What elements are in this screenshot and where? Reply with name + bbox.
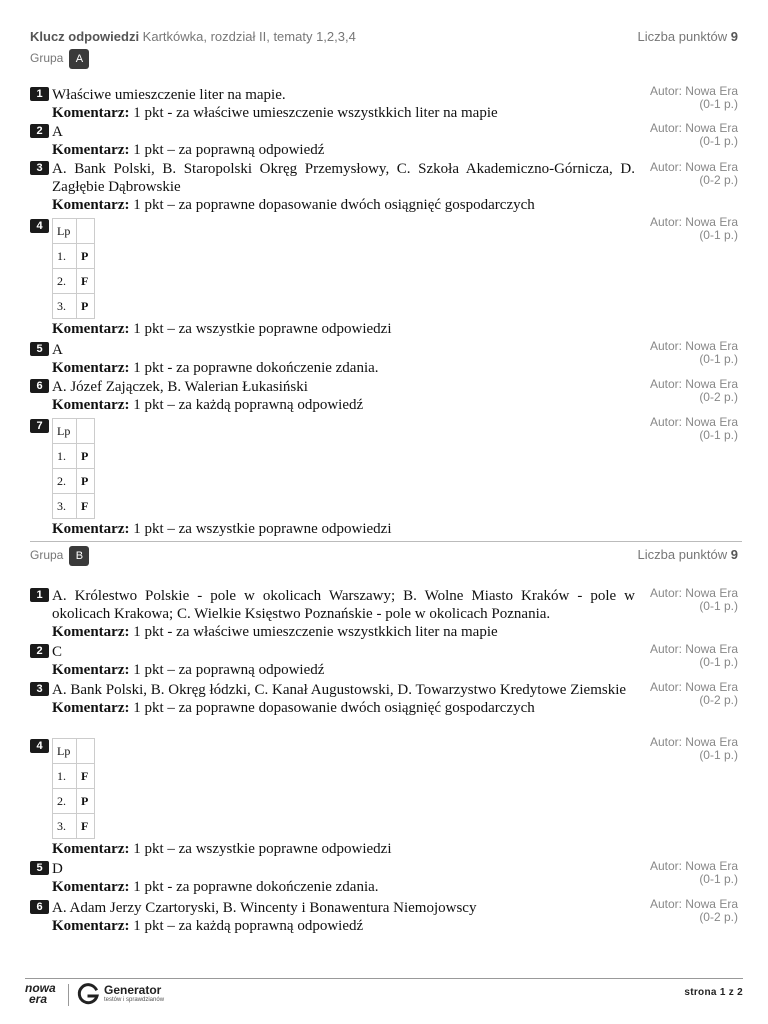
author-text: Autor: Nowa Era [649,897,738,911]
comment-text: 1 pkt - za właściwe umieszczenie wszystkkich liter na mapie [129,105,498,121]
comment [30,141,635,159]
author-text: Autor: Nowa Era [649,160,738,174]
author-b3 [608,681,738,707]
comment [30,396,635,414]
comment-label: Komentarz: [52,624,130,640]
comment [30,917,635,935]
question-number: 7 [30,419,49,433]
comment [30,699,635,717]
table-row [53,269,95,294]
comment-text: 1 pkt – za poprawne dopasowanie dwóch osiągnięć gospodarczych [129,700,535,716]
points-range: (0-1 p.) [699,428,738,442]
table-row [53,294,95,319]
table-header-row [53,739,95,764]
row-answer: F [77,814,95,839]
question-a4 [30,218,635,338]
table-header-row [53,219,95,244]
question-number: 2 [30,644,49,658]
author-text: Autor: Nowa Era [649,121,738,135]
question-b4 [30,738,635,858]
table-row [53,469,95,494]
comment [30,520,635,538]
question-number: 3 [30,161,49,175]
generator-subtitle: testów i sprawdzianów [104,997,165,1003]
comment-text: 1 pkt – za wszystkie poprawne odpowiedzi [129,521,392,537]
points-range: (0-1 p.) [699,228,738,242]
table-row [53,444,95,469]
row-number: 3. [53,814,77,839]
comment-label: Komentarz: [52,321,130,337]
answer-text: A. Bank Polski, B. Staropolski Okręg Przemysłowy, C. Szkoła Akademiczno-Górnicza, D. Zagłębie Dąbrowskie [52,161,635,195]
group-separator [30,541,742,542]
author-a3 [608,161,738,187]
points-range: (0-1 p.) [699,872,738,886]
comment [30,196,635,214]
row-answer: P [77,469,95,494]
comment-text: 1 pkt – za wszystkie poprawne odpowiedzi [129,321,392,337]
question-a6 [30,378,635,414]
comment-text: 1 pkt – za poprawne dopasowanie dwóch osiągnięć gospodarczych [129,197,535,213]
comment [30,661,635,679]
table-header-cell: Lp [53,419,77,444]
comment [30,840,635,858]
points-range: (0-1 p.) [699,97,738,111]
row-number: 3. [53,494,77,519]
comment [30,623,635,641]
question-a2 [30,123,635,159]
footer-divider [25,978,743,979]
question-a1 [30,86,635,122]
answer-text: D [52,861,63,877]
author-text: Autor: Nowa Era [649,339,738,353]
table-header-cell-empty [77,219,95,244]
comment-text: 1 pkt – za każdą poprawną odpowiedź [129,397,364,413]
document-header [30,29,738,44]
question-number: 4 [30,739,49,753]
author-b4 [608,736,738,762]
answer-text: A. Józef Zajączek, B. Walerian Łukasiński [52,379,308,395]
comment-text: 1 pkt – za wszystkie poprawne odpowiedzi [129,841,392,857]
comment [30,104,635,122]
answer-table [52,418,95,519]
points-label: Liczba punktów [637,547,731,562]
comment-label: Komentarz: [52,397,130,413]
author-a6 [608,378,738,404]
group-badge: B [69,546,89,566]
comment-label: Komentarz: [52,879,130,895]
author-text: Autor: Nowa Era [649,586,738,600]
generator-title: Generator [104,983,162,997]
question-b2 [30,643,635,679]
points-range: (0-1 p.) [699,748,738,762]
points-range: (0-2 p.) [699,173,738,187]
points-value: 9 [730,29,738,44]
points-range: (0-2 p.) [699,693,738,707]
comment-text: 1 pkt - za poprawne dokończenie zdania. [129,879,379,895]
table-row [53,789,95,814]
author-text: Autor: Nowa Era [649,377,738,391]
points-range: (0-1 p.) [699,352,738,366]
author-a5 [608,340,738,366]
page-number: strona 1 z 2 [684,987,743,998]
table-row [53,814,95,839]
answer-table [52,738,95,839]
comment-label: Komentarz: [52,142,130,158]
author-text: Autor: Nowa Era [649,859,738,873]
author-a1 [608,85,738,111]
logo-line-1: nowa [25,981,56,995]
points-range: (0-1 p.) [699,134,738,148]
question-number: 4 [30,219,49,233]
comment-text: 1 pkt – za każdą poprawną odpowiedź [129,918,364,934]
author-text: Autor: Nowa Era [649,735,738,749]
points-range: (0-1 p.) [699,655,738,669]
table-row [53,244,95,269]
points-range: (0-2 p.) [699,910,738,924]
points-range: (0-1 p.) [699,599,738,613]
question-number: 2 [30,124,49,138]
row-answer: P [77,444,95,469]
comment-text: 1 pkt - za poprawne dokończenie zdania. [129,360,379,376]
logo-line-2: era [29,992,48,1006]
row-number: 2. [53,469,77,494]
answer-text: A [52,342,63,358]
points-label: Liczba punktów [637,29,731,44]
author-text: Autor: Nowa Era [649,680,738,694]
comment-label: Komentarz: [52,360,130,376]
author-text: Autor: Nowa Era [649,415,738,429]
table-header-cell-empty [77,739,95,764]
question-a3 [30,160,635,214]
group-badge: A [69,49,89,69]
question-number: 5 [30,342,49,356]
answer-text: C [52,644,63,660]
question-number: 3 [30,682,49,696]
header-title-bold: Klucz odpowiedzi [30,29,140,44]
answer-text: Właściwe umieszczenie liter na mapie. [52,87,286,103]
row-number: 3. [53,294,77,319]
comment-text: 1 pkt – za poprawną odpowiedź [129,142,325,158]
question-b5 [30,860,635,896]
comment-label: Komentarz: [52,841,130,857]
author-a4 [608,216,738,242]
question-b3 [30,681,635,717]
points-range: (0-2 p.) [699,390,738,404]
points-total [638,547,738,562]
answer-text: A. Bank Polski, B. Okręg łódzki, C. Kanał Augustowski, D. Towarzystwo Kredytowe Ziemskie [52,682,627,698]
row-answer: P [77,294,95,319]
comment-label: Komentarz: [52,700,130,716]
group-a-label [30,49,89,69]
question-number: 1 [30,87,49,101]
comment-text: 1 pkt – za poprawną odpowiedź [129,662,325,678]
row-number: 1. [53,244,77,269]
generator-g-icon [76,982,100,1006]
comment-text: 1 pkt - za właściwe umieszczenie wszystkkich liter na mapie [129,624,498,640]
group-label-text: Grupa [30,548,64,562]
logo-divider [68,984,69,1006]
question-number: 6 [30,900,49,914]
row-answer: F [77,269,95,294]
question-number: 5 [30,861,49,875]
row-number: 1. [53,444,77,469]
comment-label: Komentarz: [52,197,130,213]
question-b6 [30,899,635,935]
row-answer: F [77,494,95,519]
points-value: 9 [730,547,738,562]
author-a7 [608,416,738,442]
table-header-cell: Lp [53,219,77,244]
table-row [53,764,95,789]
author-text: Autor: Nowa Era [649,215,738,229]
author-text: Autor: Nowa Era [649,84,738,98]
group-label-text: Grupa [30,51,64,65]
row-number: 2. [53,789,77,814]
author-b2 [608,643,738,669]
points-total [638,29,738,44]
answer-text: A. Adam Jerzy Czartoryski, B. Wincenty i Bonawentura Niemojowscy [52,900,477,916]
table-header-cell: Lp [53,739,77,764]
comment-label: Komentarz: [52,105,130,121]
comment-label: Komentarz: [52,521,130,537]
question-a7 [30,418,635,538]
comment-label: Komentarz: [52,918,130,934]
row-number: 2. [53,269,77,294]
question-a5 [30,341,635,377]
author-b6 [608,898,738,924]
comment [30,878,635,896]
table-header-row [53,419,95,444]
answer-table [52,218,95,319]
row-answer: P [77,244,95,269]
answer-text: A. Królestwo Polskie - pole w okolicach Warszawy; B. Wolne Miasto Kraków - pole w okolicach Krakowa; C. Wielkie Księstwo Poznańskie - pole w okolicach Poznania. [52,588,635,622]
comment-label: Komentarz: [52,662,130,678]
question-number: 1 [30,588,49,602]
author-b1 [608,587,738,613]
comment [30,320,635,338]
author-b5 [608,860,738,886]
answer-text: A [52,124,63,140]
group-b-label [30,546,89,566]
header-title: Kartkówka, rozdział II, tematy 1,2,3,4 [139,29,356,44]
table-header-cell-empty [77,419,95,444]
row-answer: P [77,789,95,814]
author-text: Autor: Nowa Era [649,642,738,656]
question-number: 6 [30,379,49,393]
table-row [53,494,95,519]
nowa-era-logo [25,983,56,1005]
row-answer: F [77,764,95,789]
row-number: 1. [53,764,77,789]
comment [30,359,635,377]
question-b1 [30,587,635,641]
author-a2 [608,122,738,148]
